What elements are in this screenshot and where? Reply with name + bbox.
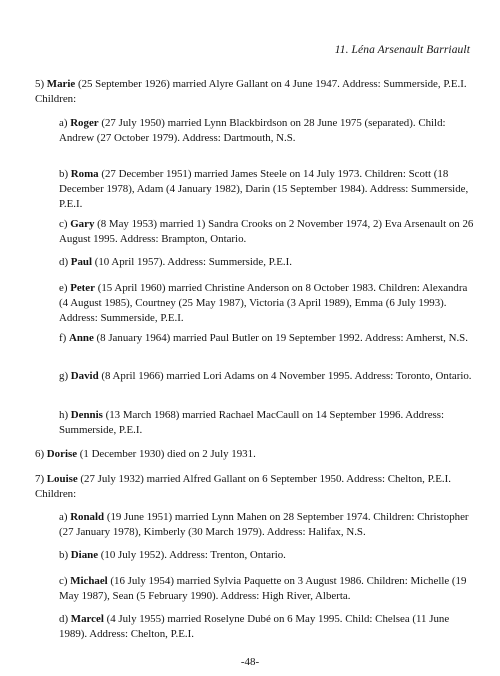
entry-marcel: d) Marcel (4 July 1955) married Roselyne Dubé on 6 May 1995. Child: Chelsea (11 June 1989). Address: Chelton, P.E.I. xyxy=(59,613,450,640)
entry-gary: c) Gary (8 May 1953) married 1) Sandra Crooks on 2 November 1974, 2) Eva Arsenault on 26 August 1995. Address: Brampton, Ontario. xyxy=(59,218,474,245)
entry-roma: b) Roma (27 December 1951) married James Steele on 14 July 1973. Children: Scott (18 December 1978), Adam (4 January 1982), Darin (15 September 1984). Address: Summerside, P.E.I. xyxy=(59,168,469,210)
entry-name: Ronald xyxy=(70,511,105,523)
entry-name: Marcel xyxy=(70,613,104,625)
entry-louise: 7) Louise (27 July 1932) married Alfred Gallant on 6 September 1950. Address: Chelton, P.E.I. Children: xyxy=(35,473,451,500)
page-number: -48- xyxy=(240,656,260,668)
entry-michael: c) Michael (16 July 1954) married Sylvia Paquette on 3 August 1986. Children: Michelle (19 May 1987), Sean (5 February 1990). Address: High River, Alberta. xyxy=(59,575,467,602)
entry-name: Gary xyxy=(70,218,95,230)
entry-dennis: h) Dennis (13 March 1968) married Rachael MacCaull on 14 September 1996. Address: Summerside, P.E.I. xyxy=(59,409,445,436)
entry-anne: f) Anne (8 January 1964) married Paul Butler on 19 September 1992. Address: Amherst, N.S. xyxy=(59,332,468,344)
entry-name: David xyxy=(70,370,99,382)
running-header: 11. Léna Arsenault Barriault xyxy=(334,44,470,56)
entry-diane: b) Diane (10 July 1952). Address: Trenton, Ontario. xyxy=(59,549,286,561)
entry-marie: 5) Marie (25 September 1926) married Alyre Gallant on 4 June 1947. Address: Summerside, P.E.I. Children: xyxy=(35,78,467,105)
entry-ronald: a) Ronald (19 June 1951) married Lynn Mahen on 28 September 1974. Children: Christopher (27 January 1978), Kimberly (30 March 1979). Address: Halifax, N.S. xyxy=(59,511,469,538)
entry-name: Michael xyxy=(70,575,108,587)
entry-name: Diane xyxy=(70,549,99,561)
entry-name: Roma xyxy=(70,168,99,180)
entry-name: Peter xyxy=(70,282,95,294)
entry-name: Anne xyxy=(68,332,94,344)
entry-name: Paul xyxy=(70,256,92,268)
entry-david: g) David (8 April 1966) married Lori Adams on 4 November 1995. Address: Toronto, Ontario. xyxy=(59,370,472,382)
entry-roger: a) Roger (27 July 1950) married Lynn Blackbirdson on 28 June 1975 (separated). Child: Andrew (27 October 1979). Address: Dartmouth, N.S. xyxy=(59,117,446,144)
entry-name: Louise xyxy=(46,473,78,485)
entry-paul: d) Paul (10 April 1957). Address: Summerside, P.E.I. xyxy=(59,256,292,268)
entry-name: Dorise xyxy=(46,448,78,460)
entry-name: Dennis xyxy=(70,409,103,421)
entry-name: Roger xyxy=(70,117,99,129)
entry-dorise: 6) Dorise (1 December 1930) died on 2 July 1931. xyxy=(35,448,256,460)
entry-peter: e) Peter (15 April 1960) married Christine Anderson on 8 October 1983. Children: Alexandra (4 August 1985), Courtney (25 May 1987), Victoria (3 April 1989), Emma (6 July 1993). Address: Summerside, P.E.I. xyxy=(59,282,468,324)
entry-name: Marie xyxy=(46,78,76,90)
